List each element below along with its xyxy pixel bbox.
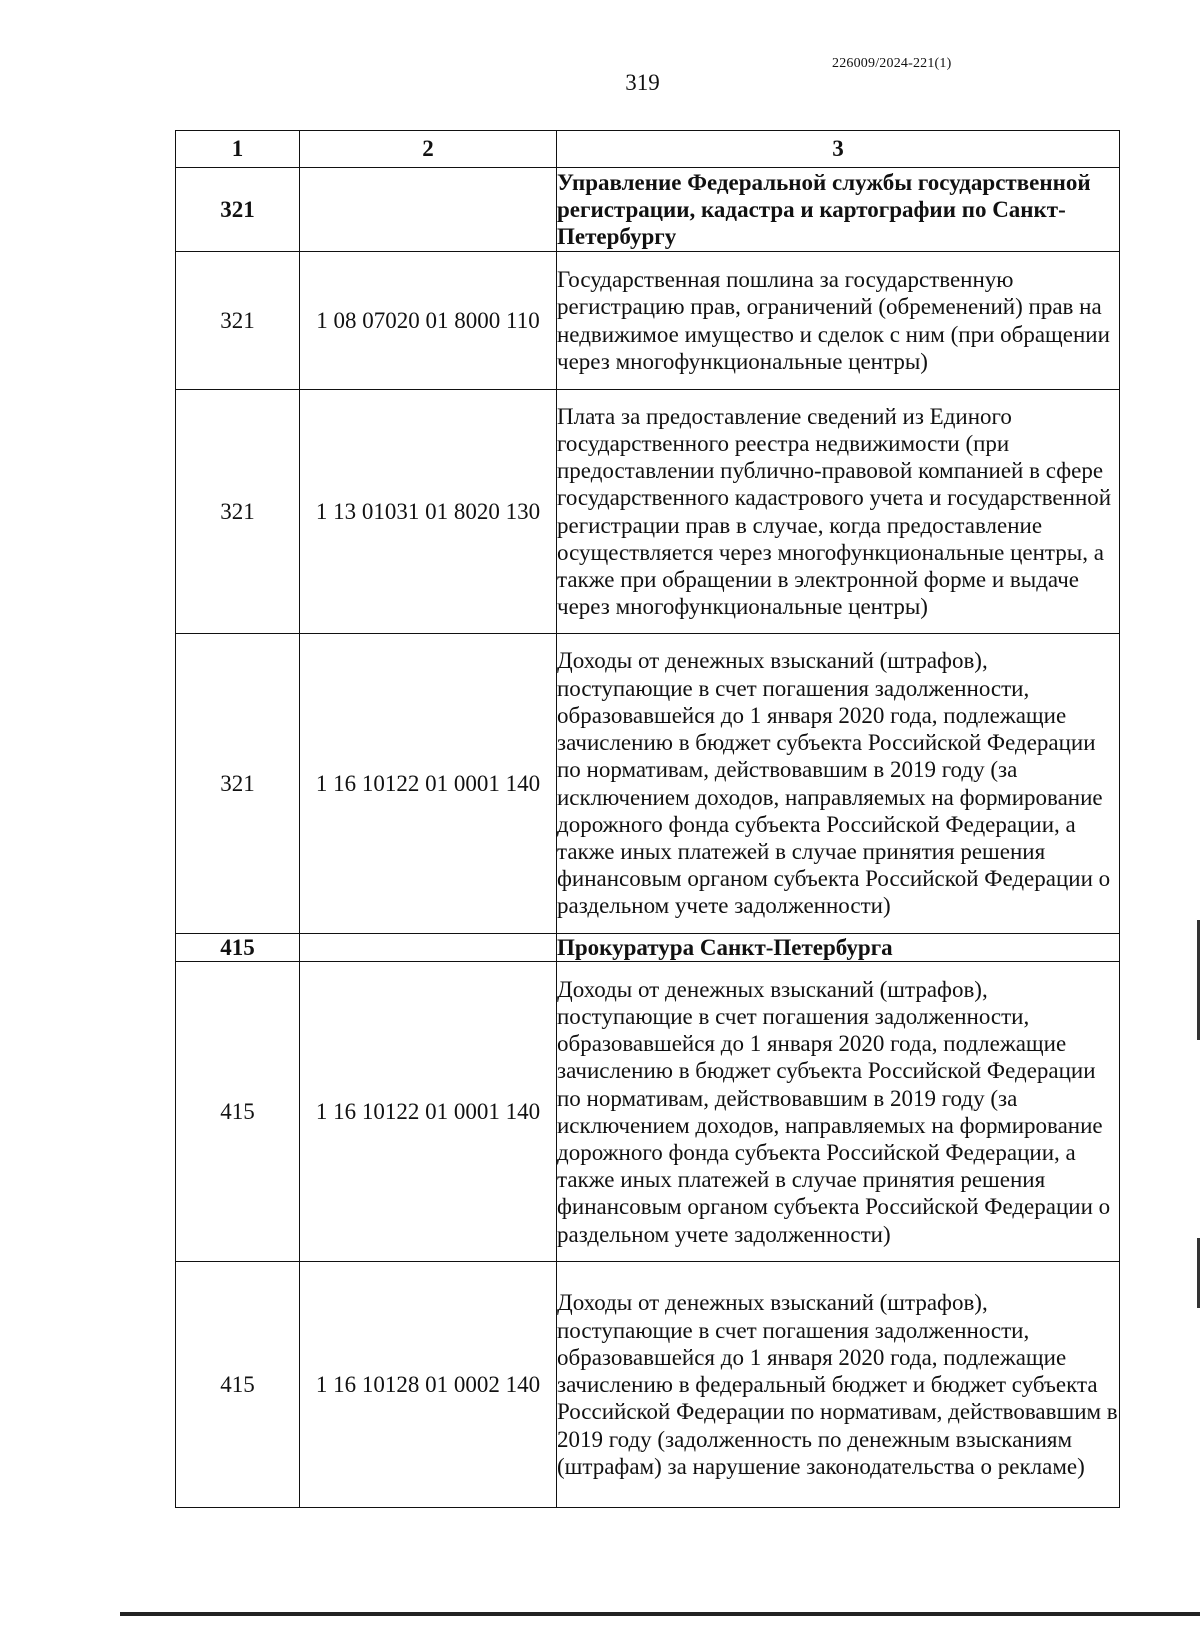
revenue-code [300, 168, 557, 252]
page-number: 319 [625, 70, 660, 95]
revenue-description: Доходы от денежных взысканий (штрафов), поступающие в счет погашения задолженности, образовавшейся до 1 января 2020 года, подлежащие зачислению в бюджет субъекта Российской Федерации по нормативам, действовавшим в 2019 году (за исключением доходов, направляемых на формирование дорожного фонда субъекта Российской Федерации, а также иных платежей в случае принятия решения финансовым органом субъекта Российской Федерации о раздельном учете задолженности) [557, 634, 1120, 934]
revenue-description: Государственная пошлина за государственную регистрацию прав, ограничений (обременений) прав на недвижимое имущество и сделок с ним (при обращении через многофункциональные центры) [557, 252, 1120, 390]
revenue-code: 1 13 01031 01 8020 130 [300, 390, 557, 634]
administrator-code: 321 [176, 168, 300, 252]
revenue-code: 1 08 07020 01 8000 110 [300, 252, 557, 390]
column-header: 2 [300, 131, 557, 168]
revenue-description: Управление Федеральной службы государственной регистрации, кадастра и картографии по Санкт-Петербургу [557, 168, 1120, 252]
administrator-code: 415 [176, 1262, 300, 1508]
table-row [176, 934, 1120, 962]
revenue-code: 1 16 10122 01 0001 140 [300, 962, 557, 1262]
revenue-description: Прокуратура Санкт-Петербурга [557, 934, 1120, 962]
budget-codes-table [175, 130, 1120, 1508]
table-row [176, 252, 1120, 390]
revenue-code: 1 16 10128 01 0002 140 [300, 1262, 557, 1508]
scan-bottom-edge [120, 1612, 1200, 1616]
administrator-code: 415 [176, 962, 300, 1262]
revenue-description: Плата за предоставление сведений из Единого государственного реестра недвижимости (при предоставлении публично-правовой компанией в сфере государственного кадастрового учета и государственной регистрации прав в случае, когда предоставление осуществляется через многофункциональные центры, а также при обращении в электронной форме и выдаче через многофункциональные центры) [557, 390, 1120, 634]
administrator-code: 321 [176, 390, 300, 634]
revenue-description: Доходы от денежных взысканий (штрафов), поступающие в счет погашения задолженности, образовавшейся до 1 января 2020 года, подлежащие зачислению в бюджет субъекта Российской Федерации по нормативам, действовавшим в 2019 году (за исключением доходов, направляемых на формирование дорожного фонда субъекта Российской Федерации, а также иных платежей в случае принятия решения финансовым органом субъекта Российской Федерации о раздельном учете задолженности) [557, 962, 1120, 1262]
administrator-code: 321 [176, 252, 300, 390]
table-row [176, 168, 1120, 252]
table-row [176, 962, 1120, 1262]
revenue-code: 1 16 10122 01 0001 140 [300, 634, 557, 934]
table-row [176, 390, 1120, 634]
revenue-description: Доходы от денежных взысканий (штрафов), поступающие в счет погашения задолженности, образовавшейся до 1 января 2020 года, подлежащие зачислению в федеральный бюджет и бюджет субъекта Российской Федерации по нормативам, действовавшим в 2019 году (задолженность по денежным взысканиям (штрафам) за нарушение законодательства о рекламе) [557, 1262, 1120, 1508]
revenue-code [300, 934, 557, 962]
column-header: 3 [557, 131, 1120, 168]
table-header-row [176, 131, 1120, 168]
document-id: 226009/2024-221(1) [832, 56, 952, 71]
column-header: 1 [176, 131, 300, 168]
table-row [176, 1262, 1120, 1508]
administrator-code: 321 [176, 634, 300, 934]
table-row [176, 634, 1120, 934]
administrator-code: 415 [176, 934, 300, 962]
